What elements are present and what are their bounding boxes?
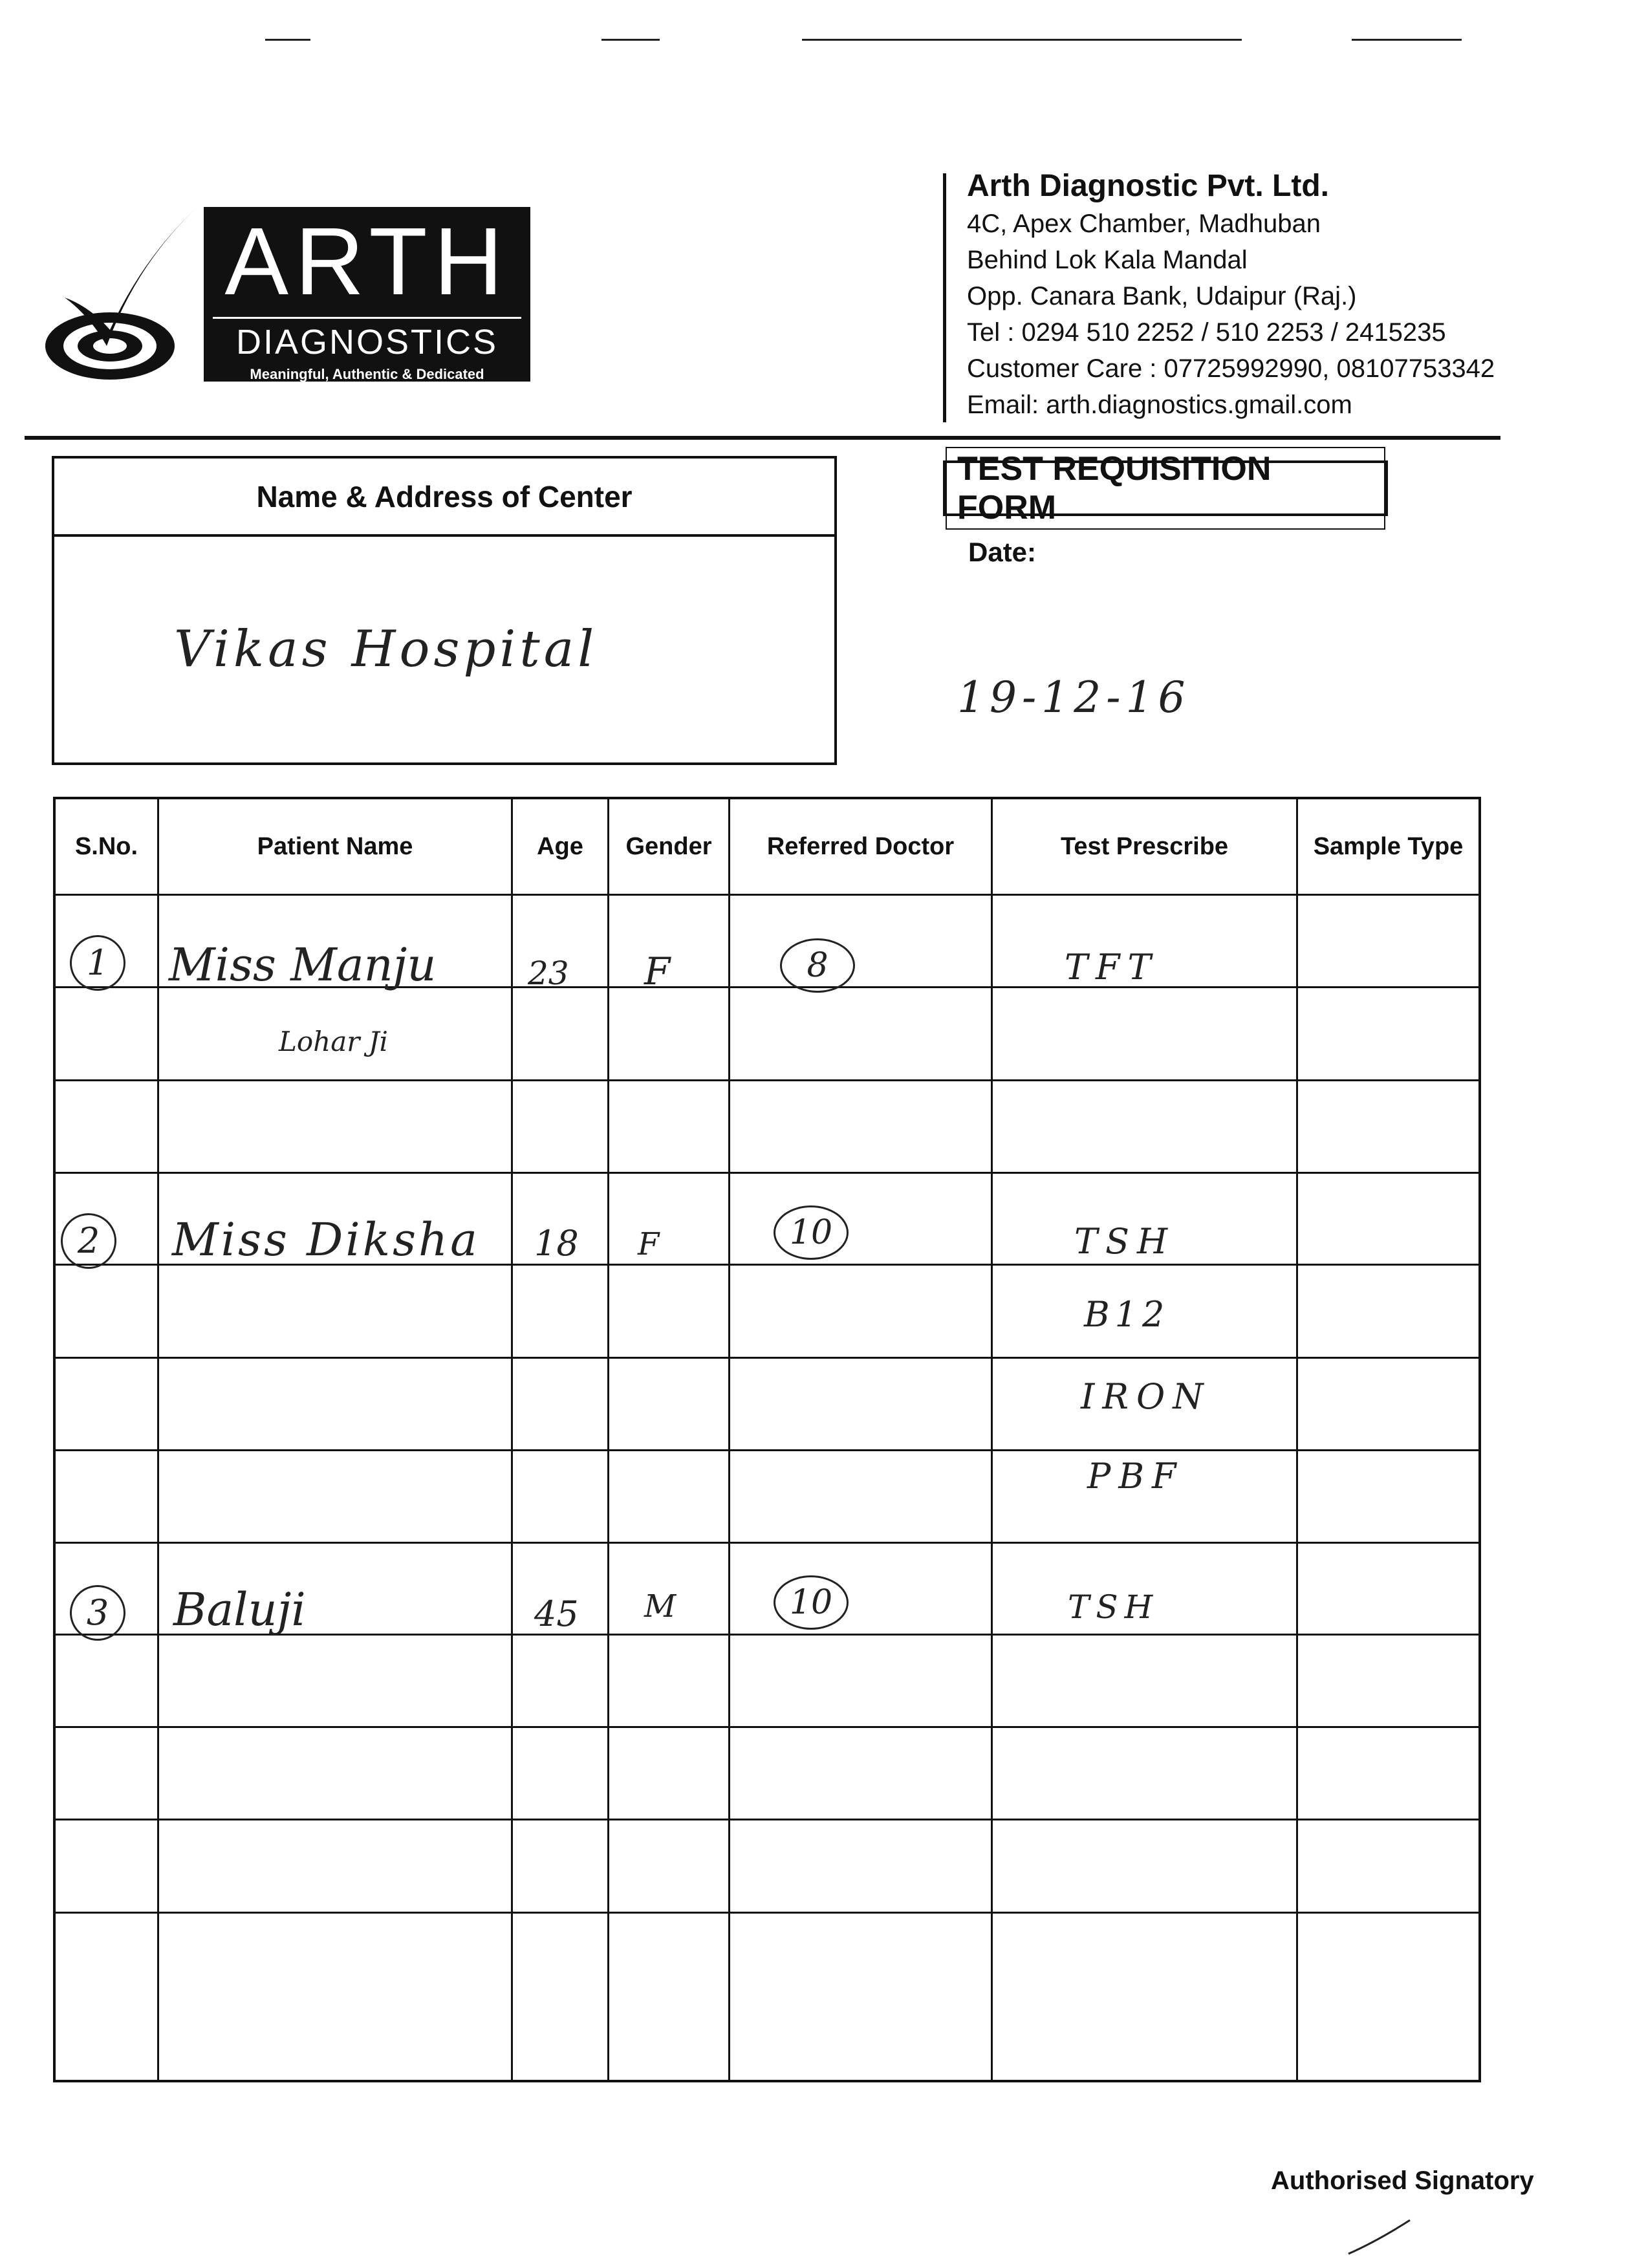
entry-gender[interactable]: M: [644, 1588, 677, 1625]
scan-edge-line: [265, 39, 310, 41]
entry-doctor-circle[interactable]: 8: [780, 938, 855, 993]
signature-mark: [1345, 2215, 1416, 2260]
header-age: Age: [537, 832, 583, 860]
entry-doctor: [780, 938, 855, 993]
requisition-table: [53, 797, 1481, 2082]
table-column-divider: [991, 799, 993, 2080]
entry-age[interactable]: 45: [534, 1593, 579, 1634]
entry-patient-name[interactable]: Miss Manju: [169, 938, 437, 991]
header-gender: Gender: [625, 832, 712, 860]
logo-box: [204, 207, 530, 382]
header-test-prescribe: Test Prescribe: [1060, 832, 1229, 860]
entry-age[interactable]: 23: [528, 955, 569, 992]
scan-edge-line: [601, 39, 660, 41]
table-column-divider: [1296, 799, 1298, 2080]
entry-patient-name-line2[interactable]: Lohar Ji: [279, 1026, 388, 1057]
entry-doctor-circle[interactable]: 10: [774, 1575, 849, 1630]
entry-sno: [70, 935, 125, 991]
phone-line: Tel : 0294 510 2252 / 510 2253 / 2415235: [967, 318, 1446, 347]
entry-doctor-circle[interactable]: 10: [774, 1205, 849, 1260]
entry-sno: [61, 1213, 116, 1269]
entry-test[interactable]: PBF: [1087, 1456, 1184, 1496]
entry-doctor: [774, 1205, 849, 1260]
table-column-divider: [157, 799, 159, 2080]
email-line: Email: arth.diagnostics.gmail.com: [967, 391, 1352, 419]
header-rule: [25, 436, 1500, 440]
entry-sno-circle: 1: [70, 935, 125, 991]
table-row-divider: [56, 894, 1478, 896]
logo-subtitle: DIAGNOSTICS: [235, 323, 499, 362]
address-line: Opp. Canara Bank, Udaipur (Raj.): [967, 282, 1357, 310]
entry-test[interactable]: IRON: [1081, 1376, 1211, 1417]
scan-edge-line: [1352, 39, 1462, 41]
table-row-divider: [56, 1357, 1478, 1359]
form-title-box: [943, 450, 1388, 526]
authorised-signatory-label: Authorised Signatory: [1271, 2166, 1534, 2195]
entry-test[interactable]: TSH: [1068, 1588, 1160, 1626]
entry-doctor: [774, 1575, 849, 1630]
form-title: TEST REQUISITION FORM: [946, 447, 1385, 530]
entry-sno-circle: 3: [70, 1585, 125, 1641]
date-field[interactable]: 19-12-16: [957, 673, 1191, 722]
date-label: Date:: [968, 537, 1037, 567]
table-row-divider: [56, 1726, 1478, 1728]
logo-divider: [213, 317, 521, 319]
header-divider: [943, 173, 946, 422]
header-referred-doctor: Referred Doctor: [766, 832, 955, 860]
table-row-divider: [56, 1172, 1478, 1174]
entry-sno-circle: 2: [61, 1213, 116, 1269]
company-name: Arth Diagnostic Pvt. Ltd.: [967, 169, 1330, 203]
entry-gender[interactable]: F: [638, 1226, 660, 1262]
header-patient-name: Patient Name: [257, 832, 413, 860]
entry-age[interactable]: 18: [534, 1223, 579, 1264]
table-row-divider: [56, 1819, 1478, 1820]
center-box: [52, 456, 837, 765]
entry-patient-name[interactable]: Miss Diksha: [172, 1213, 480, 1266]
company-info: [967, 167, 1495, 423]
target-check-icon: [39, 188, 207, 394]
table-column-divider: [607, 799, 609, 2080]
address-line: Behind Lok Kala Mandal: [967, 246, 1248, 274]
entry-sno: [70, 1585, 125, 1641]
logo-wordmark: ARTH: [224, 208, 510, 315]
center-name-field[interactable]: Vikas Hospital: [174, 620, 598, 678]
center-heading: Name & Address of Center: [54, 459, 834, 537]
entry-test[interactable]: B12: [1084, 1294, 1170, 1335]
table-row-divider: [56, 1449, 1478, 1451]
table-row-divider: [56, 1079, 1478, 1081]
scan-edge-line: [802, 39, 1242, 41]
table-row-divider: [56, 1542, 1478, 1544]
entry-test[interactable]: TSH: [1074, 1221, 1176, 1262]
table-column-divider: [728, 799, 730, 2080]
arth-logo: [39, 188, 543, 394]
entry-test[interactable]: TFT: [1065, 947, 1159, 988]
table-column-divider: [511, 799, 513, 2080]
logo-tagline: Meaningful, Authentic & Dedicated: [250, 366, 484, 382]
entry-gender[interactable]: F: [644, 949, 671, 993]
header-sample-type: Sample Type: [1313, 832, 1464, 860]
header-sno: S.No.: [74, 832, 138, 860]
customer-care-line: Customer Care : 07725992990, 08107753342: [967, 354, 1495, 383]
entry-patient-name[interactable]: Baluji: [173, 1583, 306, 1636]
table-row-divider: [56, 1912, 1478, 1914]
address-line: 4C, Apex Chamber, Madhuban: [967, 210, 1321, 238]
